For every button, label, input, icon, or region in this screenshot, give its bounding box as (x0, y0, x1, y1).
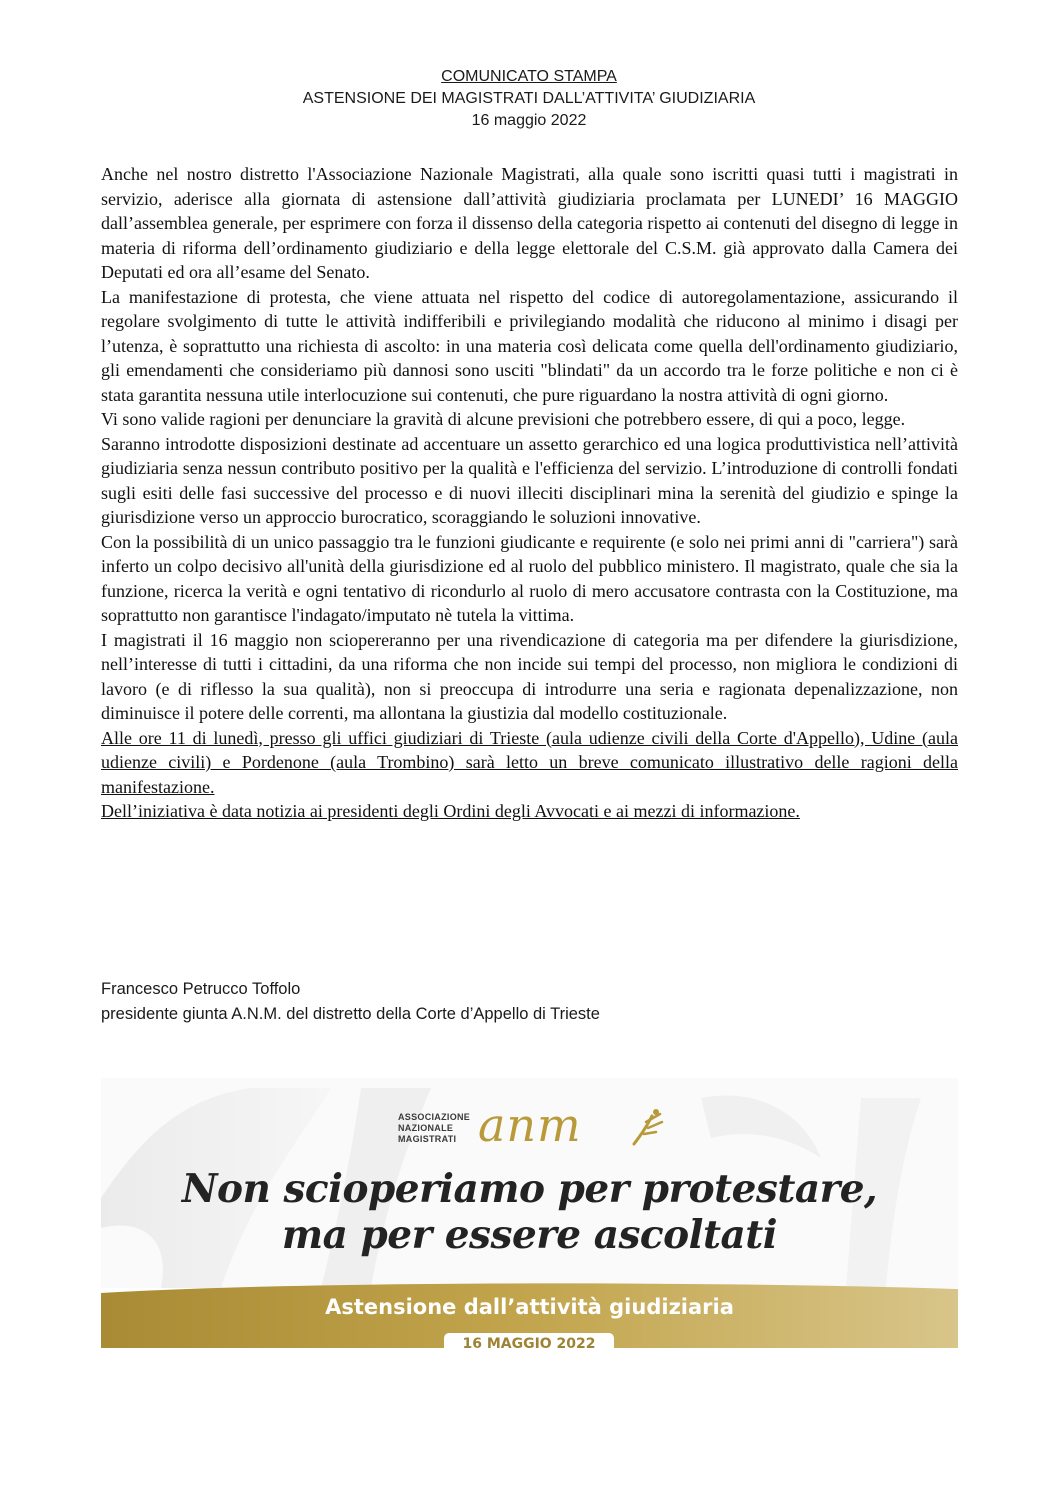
date-pill: 16 MAGGIO 2022 (444, 1333, 614, 1348)
signatory-role: presidente giunta A.N.M. del distretto della Corte d’Appello di Trieste (101, 1005, 600, 1023)
paragraph-6: I magistrati il 16 maggio non sciopereranno per una rivendicazione di categoria ma per difendere la giurisdizione, nell’interesse di tutti i cittadini, da una riforma che non incide sui tempi del processo, non migliora le condizioni di lavoro (e di riflesso la sua qualità), non si preoccupa di introdurre una seria e ragionata depenalizzazione, non diminuisce il potere delle correnti, ma allontana la giustizia dal modello costituzionale. (101, 629, 958, 723)
band-title: Astensione dall’attività giudiziaria (325, 1295, 734, 1319)
press-release-body (101, 162, 958, 824)
banner-slogan (101, 1166, 958, 1258)
paragraph-2: La manifestazione di protesta, che viene attuata nel rispetto del codice di autoregolamentazione, assicurando il regolare svolgimento di tutte le attività indifferibili e privilegiando modalità che riducono al minimo i disagi per l’utenza, è soprattutto una richiesta di ascolto: in una materia così delicata come quella dell'ordinamento giudiziario, gli emendamenti che consideriamo più dannosi sono usciti "blindati" da un accordo tra le forze politiche e non ci è stata garantita nessuna utile interlocuzione sui contenuti, che pure riguardano la nostra attività di ogni giorno. (101, 286, 958, 405)
logo-word-2: NAZIONALE (398, 1123, 454, 1133)
paragraph-4: Saranno introdotte disposizioni destinate ad accentuare un assetto gerarchico ed una logica produttivistica nell’attività giudiziaria senza nessun contributo positivo per la qualità e l'efficienza del servizio. L’introduzione di controlli fondati sugli esiti delle fasi successive del processo e di nuovi illeciti disciplinari mina la serenità del giudizio e spinge la giurisdizione verso un approccio burocratico, scoraggiando le soluzioni innovative. (101, 433, 958, 527)
anm-banner (101, 1078, 958, 1348)
paragraph-8-notice: Dell’iniziativa è data notizia ai presidenti degli Ordini degli Avvocati e ai mezzi di informazione. (101, 801, 800, 821)
logo-small-text (398, 1112, 480, 1145)
scales-icon (630, 1108, 664, 1148)
paragraph-3: Vi sono valide ragioni per denunciare la gravità di alcune previsioni che potrebbero essere, di qui a poco, legge. (101, 409, 906, 429)
slogan-line-1: Non scioperiamo per protestare, (181, 1166, 878, 1212)
paragraph-7-announcement: Alle ore 11 di lunedì, presso gli uffici giudiziari di Trieste (aula udienze civili della Corte d'Appello), Udine (aula udienze civili) e Pordenone (aula Trombino) sarà letto un breve comunicato illustrativo delle ragioni della manifestazione. (101, 727, 958, 797)
press-release-kicker: COMUNICATO STAMPA (441, 68, 617, 85)
signatory-name: Francesco Petrucco Toffolo (101, 980, 301, 998)
slogan-line-2: ma per essere ascoltati (281, 1212, 778, 1258)
signature-block (101, 977, 958, 1027)
press-release-header (0, 66, 1058, 132)
paragraph-5: Con la possibilità di un unico passaggio tra le funzioni giudicante e requirente (e solo nei primi anni di "carriera") sarà inferto un colpo decisivo all'unità della giurisdizione ed al ruolo del pubblico ministero. Il magistrato, quale che sia la funzione, ricerca la verità e ogni tentativo di ricondurlo al ruolo di mero accusatore contrasta con la Costituzione, ma soprattutto non garantisce l'indagato/imputato nè tutela la vittima. (101, 531, 958, 625)
logo-anm-wordmark: anm (478, 1098, 582, 1152)
press-release-date: 16 maggio 2022 (471, 112, 587, 129)
paragraph-1: Anche nel nostro distretto l'Associazione Nazionale Magistrati, alla quale sono iscritti quasi tutti i magistrati in servizio, aderisce alla giornata di astensione dall’attività giudiziaria proclamata per LUNEDI’ 16 MAGGIO dall’assemblea generale, per esprimere con forza il dissenso della categoria rispetto ai contenuti del disegno di legge in materia di riforma dell’ordinamento giudiziario e della legge elettorale del C.S.M. già approvato dalla Camera dei Deputati ed ora all’esame del Senato. (101, 164, 958, 282)
logo-word-1: ASSOCIAZIONE (398, 1112, 471, 1122)
anm-logo (398, 1098, 698, 1158)
press-release-title: ASTENSIONE DEI MAGISTRATI DALL’ATTIVITA’ GIUDIZIARIA (302, 90, 756, 107)
logo-word-3: MAGISTRATI (398, 1134, 457, 1144)
